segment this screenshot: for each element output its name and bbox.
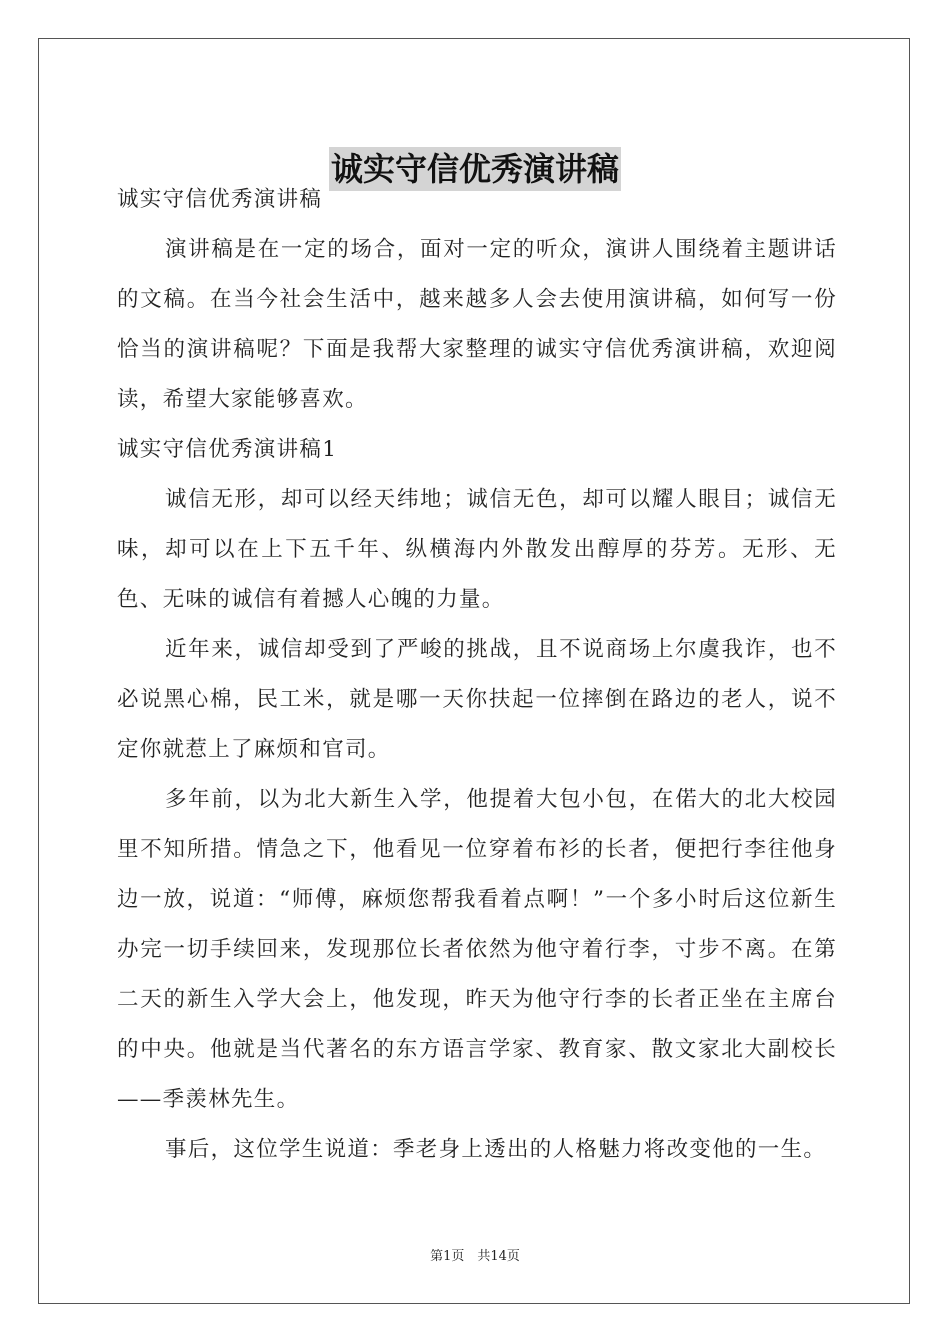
page-footer [0, 1245, 950, 1264]
page-number-label: 第1页 共14页 [430, 1249, 520, 1264]
intro-paragraph: 演讲稿是在一定的场合，面对一定的听众，演讲人围绕着主题讲话的文稿。在当今社会生活中，越来越多人会去使用演讲稿，如何写一份恰当的演讲稿呢？下面是我帮大家整理的诚实守信优秀演讲稿，欢迎阅读，希望大家能够喜欢。 [117, 237, 837, 412]
body-paragraph-1: 诚信无形，却可以经天纬地；诚信无色，却可以耀人眼目；诚信无味，却可以在上下五千年、纵横海内外散发出醇厚的芬芳。无形、无色、无味的诚信有着撼人心魄的力量。 [117, 487, 837, 612]
document-title: 诚实守信优秀演讲稿 [329, 147, 621, 191]
body-paragraph-3: 多年前，以为北大新生入学，他提着大包小包，在偌大的北大校园里不知所措。情急之下，他看见一位穿着布衫的长者，便把行李往他身边一放，说道：“师傅，麻烦您帮我看着点啊！”一个多小时后这位新生办完一切手续回来，发现那位长者依然为他守着行李，寸步不离。在第二天的新生入学大会上，他发现，昨天为他守行李的长者正坐在主席台的中央。他就是当代著名的东方语言学家、教育家、散文家北大副校长——季羡林先生。 [117, 787, 837, 1112]
intro-subheading: 诚实守信优秀演讲稿 [117, 187, 323, 212]
body-paragraph-2: 近年来，诚信却受到了严峻的挑战，且不说商场上尔虞我诈，也不必说黑心棉，民工米，就是哪一天你扶起一位摔倒在路边的老人，说不定你就惹上了麻烦和官司。 [117, 637, 837, 762]
body-paragraph-4: 事后，这位学生说道：季老身上透出的人格魅力将改变他的一生。 [165, 1137, 827, 1162]
document-body [117, 178, 837, 1175]
section-heading: 诚实守信优秀演讲稿1 [117, 437, 338, 462]
